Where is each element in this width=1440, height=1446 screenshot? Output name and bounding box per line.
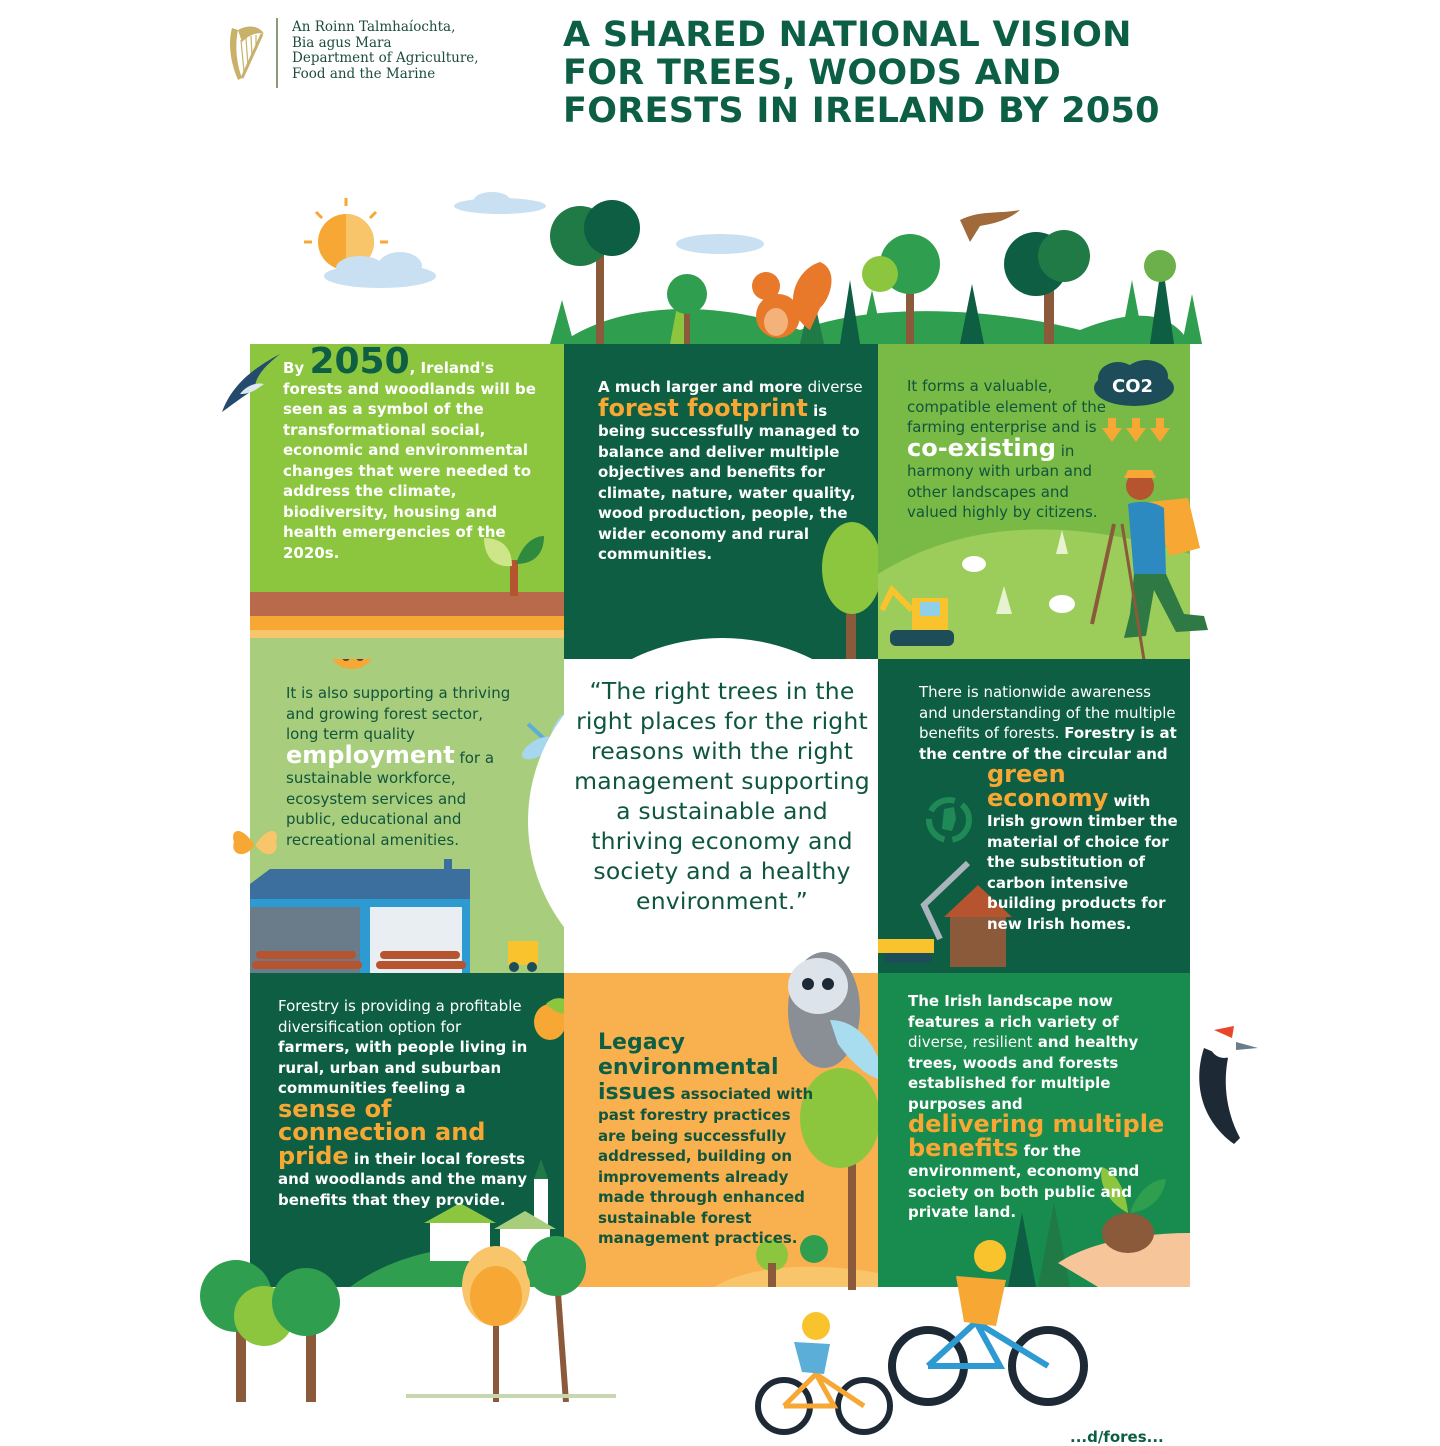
title-line-2: FOR TREES, WOODS AND — [563, 53, 1062, 93]
department-line-4: Food and the Marine — [292, 65, 436, 82]
green-economy-bold-a: Forestry is at the centre of the circular and — [919, 724, 1177, 763]
footer-url-fragment: ...d/fores... — [1070, 1428, 1164, 1446]
vision-text — [283, 341, 538, 563]
community-text — [278, 996, 533, 1210]
cloud-icon — [324, 192, 764, 288]
benefits-text-a: diverse, resilient — [908, 1033, 1033, 1051]
coexisting-text — [907, 376, 1117, 523]
adult-cyclist-icon — [892, 1240, 1084, 1402]
coexisting-text-a: It forms a valuable, compatible element of the farming enterprise and is — [907, 377, 1106, 436]
harp-icon — [224, 22, 268, 84]
department-name — [292, 20, 479, 82]
coexisting-text-b: in harmony with urban and other landscapes and valued highly by citizens. — [907, 441, 1098, 521]
legacy-highlight: Legacy environmental issues — [598, 1030, 779, 1105]
community-text-a: Forestry is providing a profitable diversification option for — [278, 997, 522, 1036]
ladybird-icon — [312, 659, 392, 683]
title-line-1: A SHARED NATIONAL VISION — [563, 15, 1132, 55]
sawmill-warehouse-illustration — [250, 859, 550, 973]
logo-divider — [276, 18, 278, 88]
forest-skyline-illustration — [200, 190, 1220, 350]
green-economy-text-b: with Irish grown timber the material of choice for the substitution of carbon intensive building products for new Irish homes. — [987, 791, 1178, 933]
footprint-text-c: is being successfully managed to balance and deliver multiple objectives and benefits for climate, nature, water quality, wood production, people, the wider economy and rural communities. — [598, 401, 860, 563]
bottom-trees-illustration — [196, 1226, 616, 1402]
department-logo — [224, 18, 484, 88]
page-title — [563, 16, 1203, 130]
vision-by: By — [283, 359, 310, 377]
employment-text-b: for a sustainable workforce, ecosystem services and public, educational and recreational amenities. — [286, 748, 495, 849]
woodpecker-icon — [1184, 1018, 1264, 1148]
vision-year: 2050 — [309, 341, 410, 382]
department-line-3: Department of Agriculture, — [292, 50, 479, 66]
excavator-icon — [878, 570, 978, 659]
coexisting-highlight: co-existing — [907, 433, 1056, 462]
employment-text-a: It is also supporting a thriving and growing forest sector, long term quality — [286, 684, 511, 743]
benefits-text-b: for the environment, economy and society on both public and private land. — [908, 1141, 1140, 1221]
department-line-1: An Roinn Talmhaíochta, — [292, 19, 456, 35]
co2-label: CO2 — [1112, 376, 1154, 397]
benefits-bold-a: The Irish landscape now features a rich variety of — [908, 992, 1119, 1031]
legacy-text — [598, 1030, 818, 1249]
bird-icon — [960, 210, 1020, 242]
title-line-3: FORESTS IN IRELAND BY 2050 — [563, 91, 1160, 131]
community-text-b: in their local forests and woodlands and the many benefits that they provide. — [278, 1149, 528, 1209]
green-economy-text — [919, 682, 1179, 934]
vision-text-b: that were needed to address the climate, biodiversity, housing and health emergencies of the 2020s. — [283, 461, 531, 562]
soil-layers-illustration — [250, 592, 564, 659]
employment-text — [286, 683, 516, 850]
butterfly-icon — [230, 820, 280, 868]
vision-quote: “The right trees in the right places for the right reasons with the right management supporting a sustainable and thriving economy and society and a healthy environment.” — [574, 677, 870, 915]
swallow-bird-icon — [216, 350, 284, 414]
footprint-text — [598, 377, 868, 565]
child-cyclist-icon — [758, 1312, 890, 1432]
footprint-text-a: A much larger and more — [598, 378, 808, 396]
green-economy-highlight: green economy — [987, 760, 1109, 812]
employment-highlight: employment — [286, 740, 455, 769]
footprint-highlight: forest footprint — [598, 393, 808, 422]
benefits-text — [908, 991, 1178, 1223]
vision-bold-a: symbol of the transformational social, economic and environmental changes — [283, 400, 529, 480]
benefits-highlight: delivering multiple benefits — [908, 1110, 1165, 1162]
green-economy-text-a: There is nationwide awareness and understanding of the multiple benefits of forests. — [919, 683, 1176, 742]
vision-text-a: , Ireland's forests and woodlands will be seen as a — [283, 359, 536, 418]
community-bold-a: farmers, with people living in rural, urban and suburban communities feeling a — [278, 1038, 528, 1097]
benefits-bold-b: and healthy trees, woods and forests established for multiple purposes and — [908, 1033, 1139, 1113]
community-highlight: sense of connection and pride — [278, 1094, 486, 1170]
legacy-text-a: associated with past forestry practices are being successfully addressed, building on improvements already made through enhanced sustainable forest management practices. — [598, 1085, 814, 1247]
footprint-text-b: diverse — [807, 378, 863, 396]
department-line-2: Bia agus Mara — [292, 34, 392, 51]
cyclists-illustration — [750, 1236, 1090, 1436]
